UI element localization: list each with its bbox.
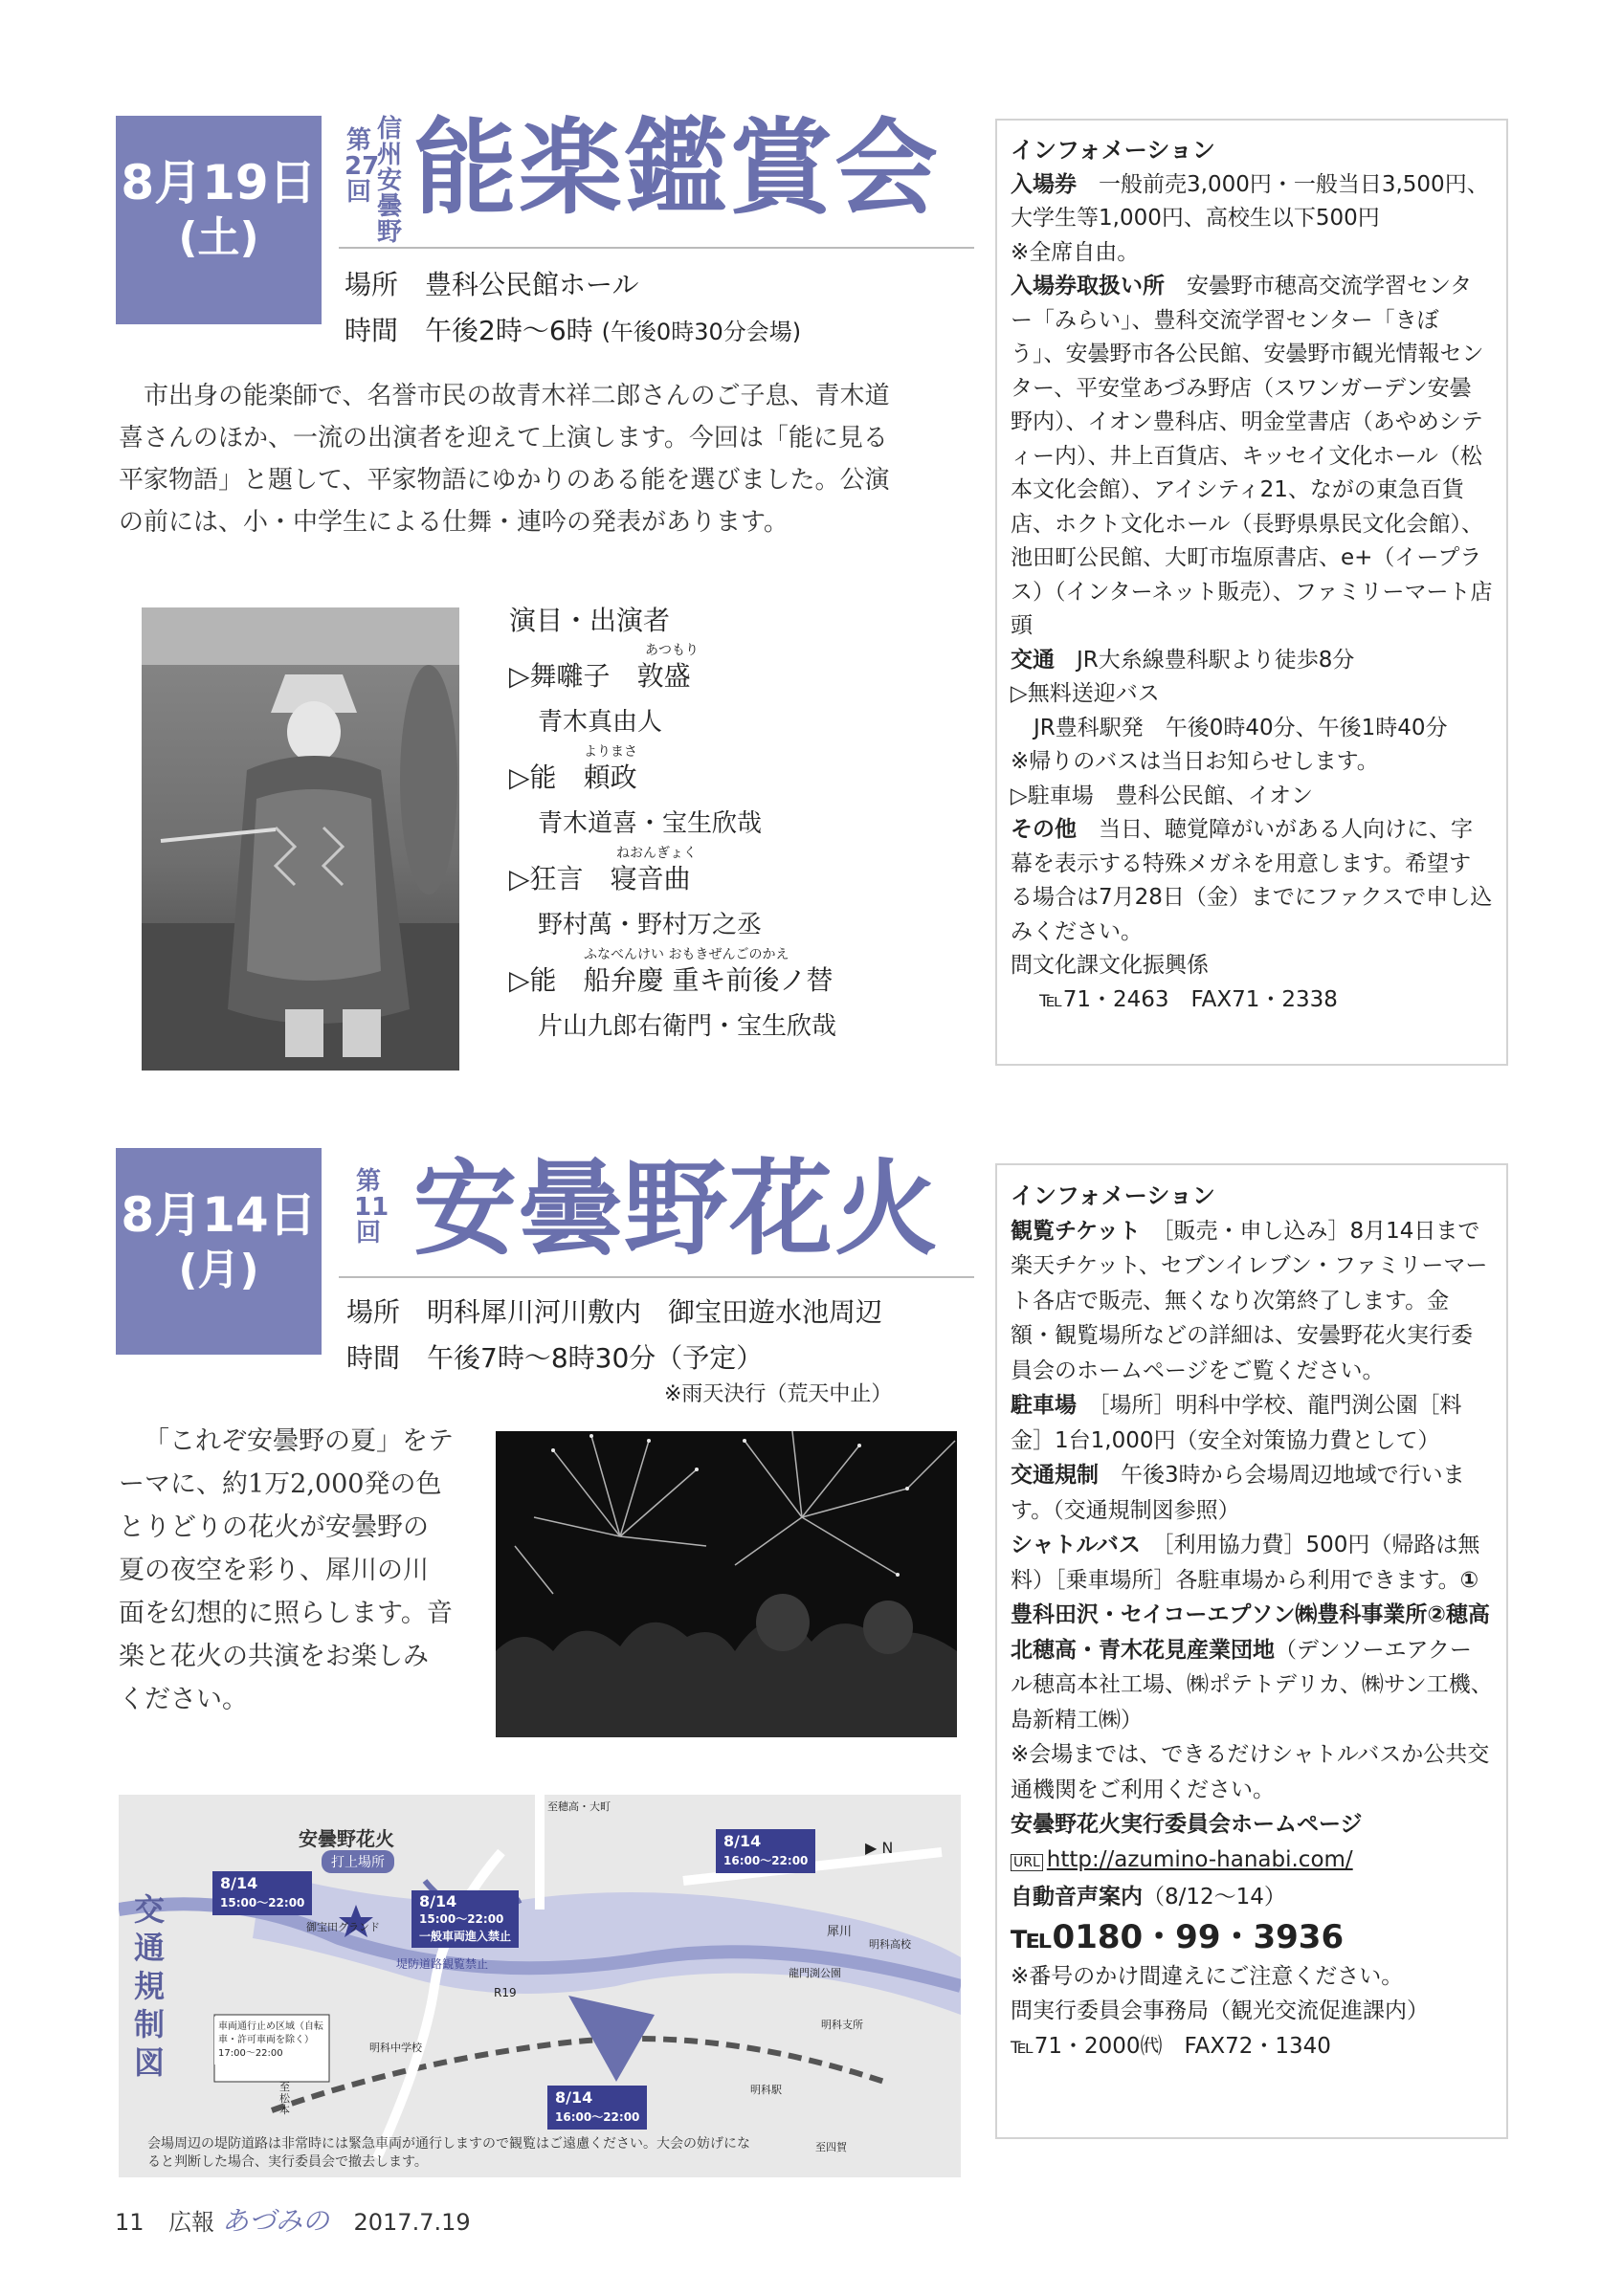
noh-date-box (116, 116, 322, 324)
noh-ticket (1011, 168, 1493, 236)
noh-title: 能楽鑑賞会 (413, 109, 941, 229)
fireworks-info-box (995, 1163, 1508, 2139)
noh-access-label: 交通 (1011, 647, 1055, 673)
noh-time-note: (午後0時30分会場) (601, 319, 802, 345)
fireworks-rain-note: ※雨天決行（荒天中止） (664, 1382, 893, 1406)
fireworks-title: 安曇野花火 (413, 1150, 941, 1269)
noh-time-key: 時間 (345, 315, 399, 346)
footer-date: 2017.7.19 (353, 2209, 471, 2236)
map-restriction-4 (547, 2086, 647, 2130)
fireworks-url-row (1011, 1843, 1493, 1881)
map-label-ground: 御宝田グランド (306, 1921, 380, 1933)
fireworks-traffic-text: 午後3時から会場周辺地域で行います。（交通規制図参照） (1011, 1463, 1465, 1523)
noh-description: 市出身の能楽師で、名誉市民の故青木祥二郎さんのご子息、青木道喜さんのほか、一流の出演者を迎えて上演します。今回は「能に見る平家物語」と題して、平家物語にゆかりのある能を選びました。公演の前には、小・中学生による仕舞・連吟の発表があります。 (119, 382, 890, 537)
fireworks-title-rule (339, 1276, 974, 1278)
noh-place: 豊科公民館ホール (425, 269, 639, 300)
program-3-performers: 野村萬・野村万之丞 (538, 911, 763, 939)
noh-bus-note: ※帰りのバスは当日お知らせします。 (1011, 749, 1379, 774)
map-restriction-1-date: 8/14 (220, 1874, 258, 1892)
noh-other-label: その他 (1011, 817, 1077, 842)
map-restriction-3-time: 16:00～22:00 (723, 1854, 809, 1867)
program-3-title: 寝音曲 (610, 863, 691, 894)
fireworks-phone: ℡0180・99・3936 (1011, 1917, 1345, 1956)
fireworks-time-key: 時間 (346, 1342, 401, 1374)
noh-access (1011, 644, 1493, 678)
noh-info-box (995, 119, 1508, 1066)
fireworks-place-key: 場所 (346, 1296, 401, 1328)
map-restriction-3 (716, 1829, 815, 1873)
fireworks-edition: 第11回 (354, 1167, 389, 1247)
program-1-performers: 青木真由人 (538, 708, 663, 737)
url-icon: URL (1011, 1854, 1043, 1871)
fireworks-contact: 問実行委員会事務局（観光交流促進課内） (1011, 1998, 1429, 2023)
map-restriction-2 (411, 1890, 519, 1948)
footer-publication: あづみの (221, 2205, 329, 2237)
fireworks-tel: ℡71・2000㈹ FAX72・1340 (1011, 2033, 1331, 2059)
fireworks-ticket-text: ［販売・申し込み］8月14日まで楽天チケット、セブンイレブン・ファミリーマート各店で販売、無くなり次第終了します。金額・観覧場所などの詳細は、安曇野花火実行委員会のホームページをご覧ください。 (1011, 1218, 1488, 1383)
noh-bus-text: JR豊科駅発 午後0時40分、午後1時40分 (1034, 715, 1448, 740)
fireworks-traffic-label: 交通規制 (1011, 1463, 1099, 1488)
program-1-kind: ▷舞囃子 (509, 660, 611, 692)
map-label-r19: R19 (494, 1986, 517, 1999)
noh-outlets (1011, 270, 1493, 644)
fireworks-hp-label: 安曇野花火実行委員会ホームページ (1011, 1812, 1363, 1837)
fireworks-ticket-label: 観覧チケット (1011, 1218, 1141, 1244)
noh-performer-image (142, 607, 459, 1071)
noh-other-text: 当日、聴覚障がいがある人向けに、字幕を表示する特殊メガネを用意します。希望する場合は7月28日（金）までにファクスで申し込みください。 (1011, 817, 1493, 944)
fireworks-phone-period: （8/12～14） (1143, 1885, 1286, 1910)
fireworks-shuttle-stops-note: （デンソーエアクール穂高本社工場、㈱ポテトデリカ、㈱サン工機、島新精工㈱） (1011, 1637, 1493, 1733)
fireworks-parking-label: 駐車場 (1011, 1393, 1077, 1418)
map-restriction-4-time: 16:00～22:00 (555, 2110, 640, 2124)
noh-outlets-text: 安曇野市穂高交流学習センター「みらい」、豊科交流学習センター「きぼう」、安曇野市各公民館、安曇野市観光情報センター、平安堂あづみ野店（スワンガーデン安曇野内）、イオン豊科店、明金堂書店（あやめシティー内）、井上百貨店、キッセイ文化ホール（松本文化会館）、アイシティ21、ながの東急百貨店、ホクト文化ホール（長野県県民文化会館）、池田町公民館、大町市塩原書店、e+（イープラス）（インターネット販売）、ファミリーマート店頭 (1011, 274, 1493, 638)
fireworks-ticket (1011, 1214, 1493, 1389)
noh-parking: ▷駐車場 豊科公民館、イオン (1011, 783, 1313, 808)
map-restriction-1-time: 15:00～22:00 (220, 1896, 305, 1910)
noh-other (1011, 813, 1493, 949)
program-1-ruby: あつもり (645, 643, 699, 658)
traffic-map-graphic (119, 1795, 961, 2177)
program-2-performers: 青木道喜・宝生欣哉 (538, 809, 763, 838)
noh-ticket-label: 入場券 (1011, 171, 1077, 197)
program-2-kind: ▷能 (509, 762, 557, 793)
noh-contact: 問文化課文化振興係 (1011, 953, 1209, 978)
fireworks-shuttle (1011, 1528, 1493, 1737)
map-label-highschool: 明科高校 (869, 1938, 911, 1951)
program-4-title: 船弁慶 重キ前後ノ替 (583, 964, 834, 996)
noh-series: 信州安曇野 (376, 115, 402, 247)
fireworks-traffic (1011, 1458, 1493, 1528)
noh-access-text: JR大糸線豊科駅より徒歩8分 (1077, 647, 1355, 673)
noh-edition: 第27回 (345, 126, 380, 207)
map-label-no-viewing: 堤防道路観覧禁止 (396, 1957, 489, 1971)
noh-info-heading: インフォメーション (1011, 137, 1215, 164)
noh-outlets-label: 入場券取扱い所 (1011, 274, 1165, 298)
fireworks-shuttle-text: ［利用協力費］500円（帰路は無料）［乗車場所］各駐車場から利用できます。 (1011, 1533, 1480, 1593)
noh-cast-list (509, 598, 911, 1049)
map-label-matsumoto: 至松本 (279, 2081, 290, 2116)
fireworks-image (496, 1431, 957, 1737)
map-restriction-2-time: 15:00～22:00 (419, 1912, 504, 1926)
program-3-kind: ▷狂言 (509, 863, 584, 894)
noh-place-key: 場所 (345, 269, 399, 300)
program-4-performers: 片山九郎右衛門・宝生欣哉 (538, 1012, 837, 1041)
noh-ticket-note: ※全席自由。 (1011, 239, 1140, 265)
fireworks-date: 8月14日 (121, 1187, 317, 1243)
program-3-ruby: ねおんぎょく (616, 846, 697, 861)
map-label-shiga: 至四賀 (815, 2141, 847, 2153)
fireworks-phone-label: 自動音声案内 (1011, 1885, 1143, 1910)
noh-tel: ℡71・2463 FAX71・2338 (1039, 986, 1338, 1012)
footer-page-number: 11 (115, 2209, 145, 2236)
footer-publication-prefix: 広報 (168, 2209, 215, 2236)
map-restriction-1 (212, 1871, 312, 1915)
fireworks-photo (496, 1431, 957, 1737)
fireworks-url[interactable]: http://azumino-hanabi.com/ (1046, 1846, 1353, 1872)
fireworks-day: (月) (178, 1246, 259, 1294)
fireworks-place: 明科犀川河川敷内 御宝田遊水池周辺 (427, 1296, 883, 1328)
noh-day: (土) (178, 213, 259, 262)
program-2-ruby: よりまさ (584, 744, 637, 760)
noh-time: 午後2時～6時 (425, 315, 593, 346)
fireworks-info-heading: インフォメーション (1011, 1182, 1215, 1209)
map-label-station: 明科駅 (750, 2084, 782, 2096)
map-restriction-3-date: 8/14 (723, 1832, 762, 1850)
noh-cast-heading: 演目・出演者 (509, 605, 671, 636)
map-footnote: 会場周辺の堤防道路は非常時には緊急車両が通行しますので観覧はご遠慮ください。大会の妨げになると判断した場合、実行委員会で撤去します。 (147, 2136, 750, 2170)
noh-performance-photo (142, 607, 459, 1071)
map-label-north-road: 至穂高・大町 (547, 1800, 611, 1813)
fireworks-shuttle-stops: ①豊科田沢・セイコーエプソン㈱豊科事業所②穂高北穂高・青木花見産業団地 (1011, 1567, 1490, 1663)
traffic-map (119, 1795, 961, 2177)
map-label-branch: 明科支所 (821, 2019, 863, 2031)
program-4-ruby: ふなべんけい おもきぜんごのかえ (584, 947, 789, 962)
noh-time-row (345, 308, 801, 355)
program-2-title: 頼政 (583, 762, 637, 793)
noh-ticket-text: 一般前売3,000円・一般当日3,500円、大学生等1,000円、高校生以下500円 (1011, 171, 1489, 231)
noh-place-row (345, 262, 638, 308)
map-label-park: 龍門渕公園 (789, 1967, 841, 1979)
map-label-river: 犀川 (827, 1925, 853, 1939)
noh-date: 8月19日 (121, 155, 317, 210)
fireworks-time-row (346, 1336, 763, 1381)
map-launch: 打上場所 (322, 1850, 394, 1873)
fireworks-time: 午後7時～8時30分（予定） (427, 1342, 764, 1374)
fireworks-parking-text: ［場所］明科中学校、龍門渕公園［料金］1台1,000円（安全対策協力費として） (1011, 1393, 1462, 1453)
fireworks-phone-row (1011, 1880, 1493, 1915)
map-legend: 車両通行止め区域（自転車・許可車両を除く）17:00～22:00 (214, 2017, 327, 2064)
fireworks-shuttle-label: シャトルバス (1011, 1533, 1141, 1557)
map-title: 安曇野花火 (299, 1827, 394, 1850)
noh-bus-label: ▷無料送迎バス (1011, 681, 1160, 706)
map-side-label: 交通規制図 (133, 1891, 165, 2081)
program-4-kind: ▷能 (509, 964, 557, 996)
map-restriction-4-date: 8/14 (555, 2088, 593, 2107)
fireworks-shuttle-note: ※会場までは、できるだけシャトルバスか公共交通機関をご利用ください。 (1011, 1742, 1490, 1802)
map-label-jhs: 明科中学校 (369, 2042, 422, 2054)
map-north-arrow: ▶ N (865, 1839, 894, 1857)
fireworks-description: 「これぞ安曇野の夏」をテーマに、約1万2,000発の色とりどりの花火が安曇野の夏の夜空を彩り、犀川の川面を幻想的に照らします。音楽と花火の共演をお楽しみください。 (119, 1426, 454, 1714)
fireworks-parking (1011, 1388, 1493, 1458)
noh-title-rule (339, 247, 974, 249)
fireworks-phone-note: ※番号のかけ間違えにご注意ください。 (1011, 1963, 1404, 1989)
program-1-title: 敦盛 (636, 660, 691, 692)
fireworks-date-box (116, 1148, 322, 1355)
fireworks-place-row (346, 1290, 882, 1336)
map-restriction-2-note: 一般車両進入禁止 (419, 1930, 512, 1943)
footer (115, 2200, 471, 2239)
map-restriction-2-date: 8/14 (419, 1892, 457, 1910)
